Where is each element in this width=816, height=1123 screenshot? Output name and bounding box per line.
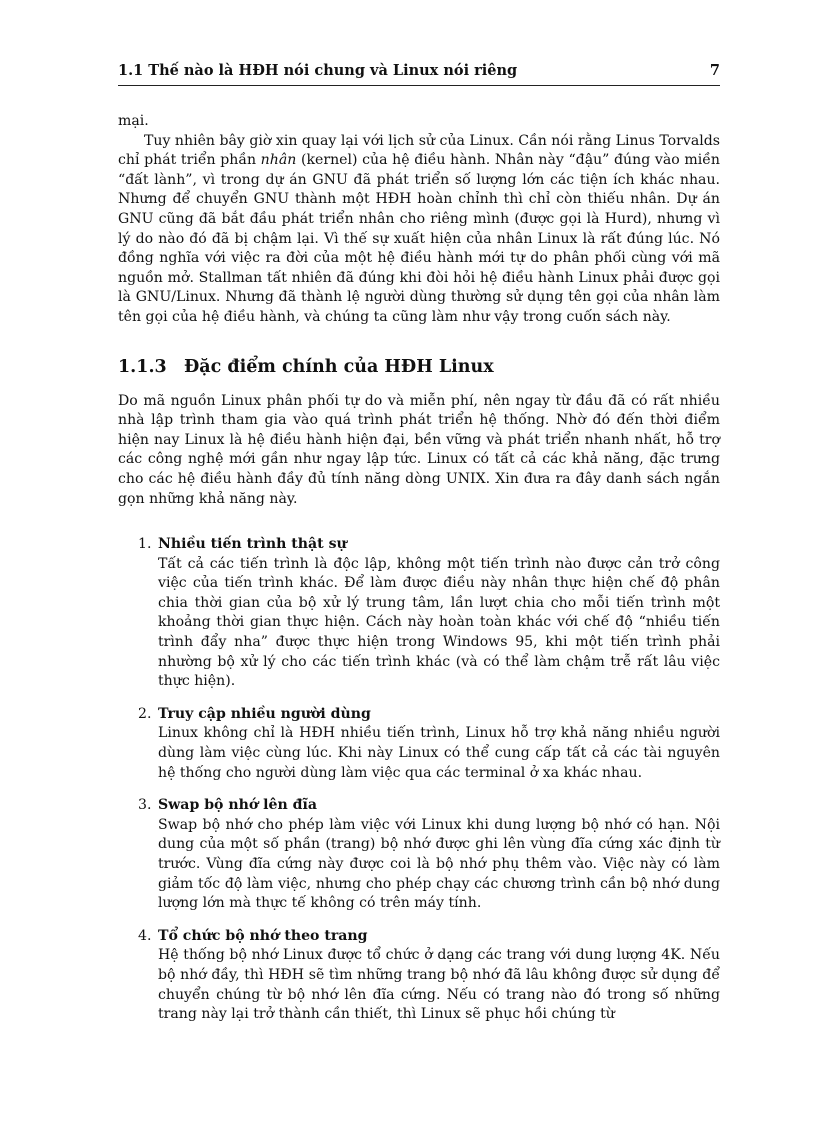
history-text-start: Tuy nhiên bây giờ xin quay lại với lịch sử của Linux. Cần nói rằng Linus Torvalds chỉ phát triển phần — [118, 132, 720, 169]
list-item — [118, 927, 720, 1025]
section-intro-paragraph: Do mã nguồn Linux phân phối tự do và miễn phí, nên ngay từ đầu đã có rất nhiều nhà lập trình tham gia vào quá trình phát triển hệ thống. Nhờ đó đến thời điểm hiện nay Linux là hệ điều hành hiện đại, bền vững và phát triển nhanh nhất, hỗ trợ các công nghệ mới gần như ngay lập tức. Linux có tất cả các khả năng, đặc trưng cho các hệ điều hành đầy đủ tính năng dòng UNIX. Xin đưa ra đây danh sách ngắn gọn những khả năng này. — [118, 392, 720, 507]
header-title: 1.1 Thế nào là HĐH nói chung và Linux nói riêng — [118, 62, 518, 79]
item-title: Nhiều tiến trình thật sự — [158, 536, 347, 553]
item-body: Linux không chỉ là HĐH nhiều tiến trình, Linux hỗ trợ khả năng nhiều người dùng làm việc cùng lúc. Khi này Linux có thể cung cấp tất cả các tài nguyên hệ thống cho người dùng làm việc qua các terminal ở xa khác nhau. — [158, 725, 720, 781]
book-page — [118, 62, 720, 1038]
section-heading — [118, 356, 720, 378]
history-text-end: (kernel) của hệ điều hành. Nhân này “đậu” đúng vào miền “đất lành”, vì trong dự án GNU đã phát triển số lượng lớn các tiện ích khác nhau. Nhưng để chuyển GNU thành một HĐH hoàn chỉnh thì chỉ còn thiếu nhân. Dự án GNU cũng đã bắt đầu phát triển nhân cho riêng mình (được gọi là Hurd), nhưng vì lý do nào đó đã bị chậm lại. Vì thế sự xuất hiện của nhân Linux là rất đúng lúc. Nó đồng nghĩa với việc ra đời của một hệ điều hành mới tự do phân phối cùng với mã nguồn mở. Stallman tất nhiên đã đúng khi đòi hỏi hệ điều hành Linux phải được gọi là GNU/Linux. Nhưng đã thành lệ người dùng thường sử dụng tên gọi của nhân làm tên gọi của hệ điều hành, và chúng ta cũng làm như vậy trong cuốn sách này. — [118, 152, 720, 325]
section-title: Đặc điểm chính của HĐH Linux — [184, 356, 494, 377]
carry-over-line: mại. — [118, 113, 149, 129]
item-title: Tổ chức bộ nhớ theo trang — [158, 927, 368, 944]
item-body: Hệ thống bộ nhớ Linux được tổ chức ở dạng các trang với dung lượng 4K. Nếu bộ nhớ đầy, thì HĐH sẽ tìm những trang bộ nhớ đã lâu không được sử dụng để chuyển chúng từ bộ nhớ lên đĩa cứng. Nếu có trang nào đó trong số những trang này lại trở thành cần thiết, thì Linux sẽ phục hồi chúng từ — [158, 947, 720, 1023]
kernel-term: nhân — [260, 152, 297, 169]
list-item — [118, 705, 720, 783]
item-title: Truy cập nhiều người dùng — [158, 705, 371, 722]
page-body — [118, 112, 720, 1025]
item-number: 3. — [138, 797, 152, 814]
list-item — [118, 535, 720, 692]
page-number: 7 — [709, 62, 720, 79]
running-header — [118, 62, 720, 86]
feature-list — [118, 535, 720, 1025]
list-item — [118, 796, 720, 914]
history-paragraph — [118, 132, 720, 328]
item-number: 2. — [138, 705, 152, 722]
item-title: Swap bộ nhớ lên đĩa — [158, 797, 317, 814]
item-body: Swap bộ nhớ cho phép làm việc với Linux khi dung lượng bộ nhớ có hạn. Nội dung của một số phần (trang) bộ nhớ được ghi lên vùng đĩa cứng xác định từ trước. Vùng đĩa cứng này được coi là bộ nhớ phụ thêm vào. Việc này có làm giảm tốc độ làm việc, nhưng cho phép chạy các chương trình cần bộ nhớ dung lượng lớn mà thực tế không có trên máy tính. — [158, 816, 720, 912]
item-body: Tất cả các tiến trình là độc lập, không một tiến trình nào được cản trở công việc của tiến trình khác. Để làm được điều này nhân thực hiện chế độ phân chia thời gian của bộ xử lý trung tâm, lần lượt chia cho mỗi tiến trình một khoảng thời gian thực hiện. Cách này hoàn toàn khác với chế độ “nhiều tiến trình đẩy nha” được thực hiện trong Windows 95, khi một tiến trình phải nhường bộ xử lý cho các tiến trình khác (và có thể làm chậm trễ rất lâu việc thực hiện). — [158, 555, 720, 690]
item-number: 1. — [138, 536, 152, 553]
section-number: 1.1.3 — [118, 356, 167, 377]
item-number: 4. — [138, 927, 152, 944]
